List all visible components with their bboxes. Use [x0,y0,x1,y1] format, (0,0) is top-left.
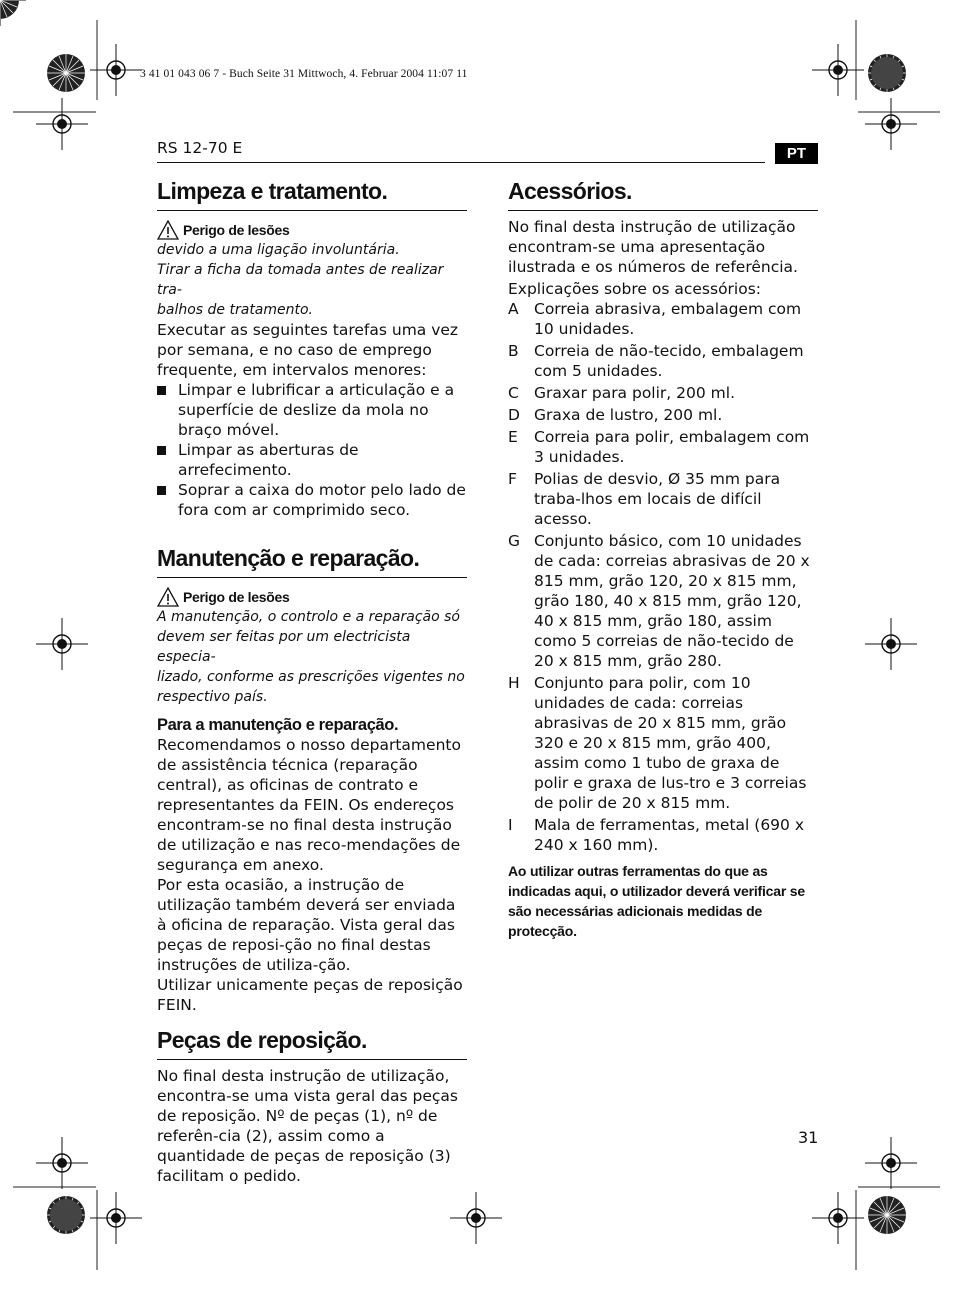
warning-line: balhos de tratamento. [157,302,314,318]
warning-heading [157,585,467,607]
list-item: Soprar a caixa do motor pelo lado de fora com ar comprimido seco. [157,480,467,520]
accessories-intro: No final desta instrução de utilização encontram-se uma apresentação ilustrada e os números de referência. [508,218,798,276]
section-title-maintenance: Manutenção e reparação. [157,543,467,578]
list-item: Limpar as aberturas de arrefecimento. [157,440,467,480]
warning-line: lizado, conforme as prescrições vigentes no [157,669,465,685]
bullet-square-icon [157,446,166,455]
bullet-square-icon [157,386,166,395]
cleaning-intro: Executar as seguintes tarefas uma vez por semana, e no caso de emprego frequente, em intervalos menores: [157,321,459,379]
list-item: B Correia de não-tecido, embalagem com 5 unidades. [508,342,804,380]
maintenance-paragraph: Utilizar unicamente peças de reposição FEIN. [157,976,463,1014]
list-item: G Conjunto básico, com 10 unidades de cada: correias abrasivas de 20 x 815 mm, grão 120, 20 x 815 mm, grão 180, 40 x 815 mm, grão 120, 40 x 815 mm, grão 180, assim como 5 correias de não-tecido de 20 x 815 mm, grão 280. [508,532,810,670]
header-rule [157,162,765,163]
spares-paragraph: No final desta instrução de utilização, encontra-se uma vista geral das peças de reposição. Nº de peças (1), nº de referên-cia (2), assim como a quantidade de peças de reposição (3) facilitam o pedido. [157,1067,458,1185]
warning-line: respectivo país. [157,689,268,705]
warning-line: Tirar a ficha da tomada antes de realizar tra- [157,262,444,298]
warning-label: Perigo de lesões [183,589,290,605]
accessories-note: Ao utilizar outras ferramentas do que as indicadas aqui, o utilizador deverá verificar se são necessárias adicionais medidas de protecção. [508,863,805,939]
warning-heading [157,218,467,240]
model-name: RS 12-70 E [157,139,243,157]
cleaning-list [157,380,467,520]
left-column [157,176,467,1186]
right-column [508,176,818,941]
warning-line: A manutenção, o controlo e a reparação só [157,609,460,625]
list-item: D Graxa de lustro, 200 ml. [508,406,723,424]
warning-triangle-icon [157,220,179,240]
maintenance-paragraph: Recomendamos o nosso departamento de assistência técnica (reparação central), as oficinas de contrato e representantes da FEIN. Os endereços encontram-se no final desta instrução de utilização e nas reco-mendações de segurança em anexo. [157,736,461,874]
section-title-accessories: Acessórios. [508,176,818,211]
warning-line: devido a uma ligação involuntária. [157,242,400,258]
language-badge: PT [775,143,818,164]
accessories-list [508,299,818,855]
section-title-cleaning: Limpeza e tratamento. [157,176,467,211]
list-item: F Polias de desvio, Ø 35 mm para traba-lhos em locais de difícil acesso. [508,470,781,528]
list-item: C Graxar para polir, 200 ml. [508,384,735,402]
list-item: A Correia abrasiva, embalagem com 10 unidades. [508,300,802,338]
warning-triangle-icon [157,587,179,607]
warning-line: devem ser feitas por um electricista especia- [157,629,411,665]
warning-label: Perigo de lesões [183,222,290,238]
print-slug: 3 41 01 043 06 7 - Buch Seite 31 Mittwoch, 4. Februar 2004 11:07 11 [140,68,468,80]
list-item: Limpar e lubrificar a articulação e a superfície de deslize da mola no braço móvel. [157,380,467,440]
list-item: E Correia para polir, embalagem com 3 unidades. [508,428,810,466]
bullet-square-icon [157,486,166,495]
list-item: H Conjunto para polir, com 10 unidades de cada: correias abrasivas de 20 x 815 mm, grão 320 e 20 x 815 mm, grão 400, assim como 1 tubo de graxa de polir e graxa de lus-tro e 3 correias de polir de 20 x 815 mm. [508,674,807,812]
page-number: 31 [798,1128,819,1147]
list-item: I Mala de ferramentas, metal (690 x 240 x 160 mm). [508,816,805,854]
accessories-explain: Explicações sobre os acessórios: [508,280,762,298]
section-title-spares: Peças de reposição. [157,1025,467,1060]
maintenance-paragraph: Por esta ocasião, a instrução de utilização também deverá ser enviada à oficina de reparação. Vista geral das peças de reposi-ção no final destas instruções de utiliza-ção. [157,876,456,974]
subsection-title: Para a manutenção e reparação. [157,716,399,734]
